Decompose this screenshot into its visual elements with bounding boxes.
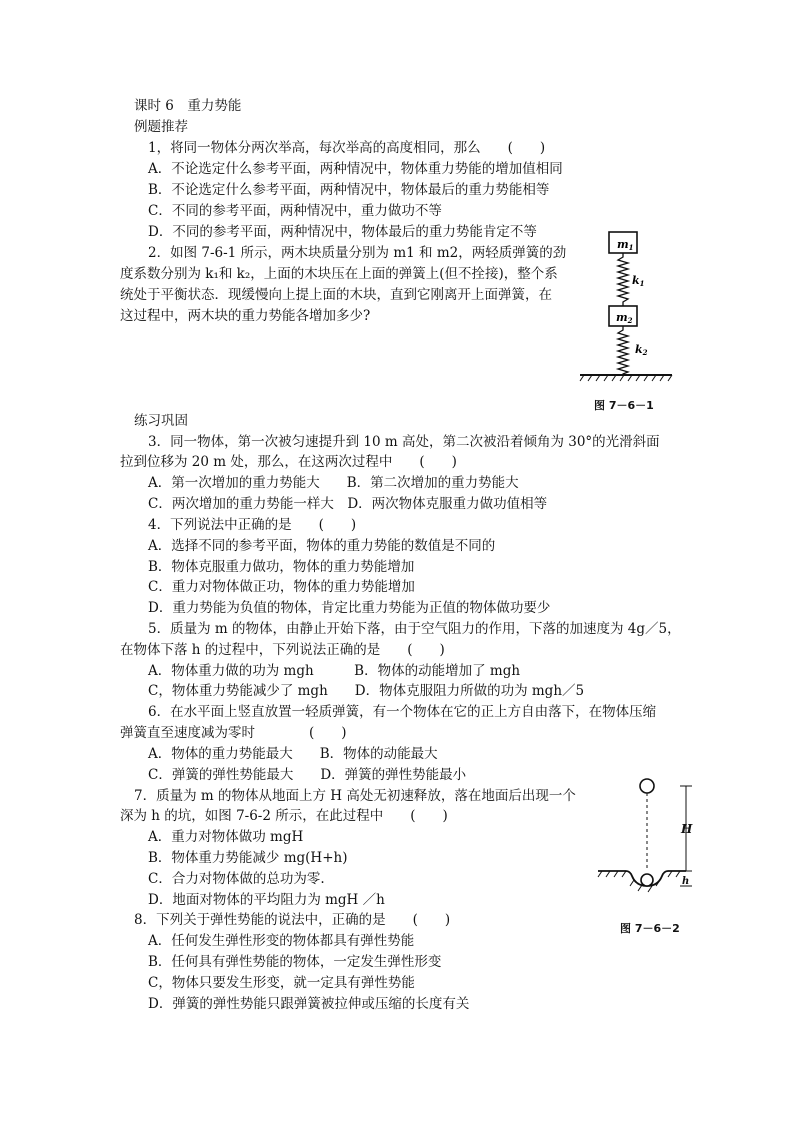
block-m1-label: m1: [617, 238, 634, 252]
q5-options-ab: A．物体重力做的功为 mgh B．物体的动能增加了 mgh: [148, 663, 521, 679]
q6-line-2: 弹簧直至速度减为零时 ( ): [120, 725, 347, 741]
q8-option-b: B．任何具有弹性势能的物体，一定发生弹性形变: [148, 954, 442, 970]
q1-option-c: C．不同的参考平面，两种情况中，重力做功不等: [148, 203, 442, 219]
spring-blocks-diagram: [578, 228, 678, 383]
q5-line-1: 5．质量为 m 的物体，由静止开始下落，由于空气阻力的作用，下落的加速度为 4g／5，: [148, 621, 681, 637]
dimension-H-label: H: [681, 822, 693, 836]
q4-stem: 4．下列说法中正确的是 ( ): [148, 517, 357, 533]
dimension-h-label: h: [682, 876, 690, 887]
q1-option-d: D．不同的参考平面，两种情况中，物体最后的重力势能肯定不等: [148, 224, 537, 240]
spring-k1-label: k1: [632, 274, 645, 288]
block-m2-label: m2: [616, 311, 633, 325]
q7-option-b: B．物体重力势能减少 mg(H+h): [148, 850, 348, 866]
q7-line-1: 7．质量为 m 的物体从地面上方 H 高处无初速释放，落在地面后出现一个: [134, 788, 576, 804]
q4-option-c: C．重力对物体做正功，物体的重力势能增加: [148, 579, 415, 595]
q8-stem: 8．下列关于弹性势能的说法中，正确的是 ( ): [134, 912, 451, 928]
q8-option-a: A．任何发生弹性形变的物体都具有弹性势能: [148, 933, 415, 949]
q2-line-4: 这过程中，两木块的重力势能各增加多少?: [120, 308, 371, 324]
q3-options-ab: A．第一次增加的重力势能大 B．第二次增加的重力势能大: [148, 475, 519, 491]
q1-option-b: B．不论选定什么参考平面，两种情况中，物体最后的重力势能相等: [148, 182, 550, 198]
q6-options-ab: A．物体的重力势能最大 B．物体的动能最大: [148, 746, 438, 762]
q7-option-d: D．地面对物体的平均阻力为 mgH ／h: [148, 892, 385, 908]
q1-stem: 1，将同一物体分两次举高，每次举高的高度相同，那么 ( ): [148, 140, 546, 156]
q7-option-a: A．重力对物体做功 mgH: [148, 829, 304, 845]
q1-option-a: A．不论选定什么参考平面，两种情况中，物体重力势能的增加值相同: [148, 161, 563, 177]
q2-line-1: 2．如图 7-6-1 所示，两木块质量分别为 m1 和 m2，两轻质弹簧的劲: [148, 245, 567, 261]
figure-7-6-1: [578, 228, 678, 383]
q6-options-cd: C．弹簧的弹性势能最大 D．弹簧的弹性势能最小: [148, 767, 467, 783]
q2-line-2: 度系数分别为 k₁和 k₂，上面的木块压在上面的弹簧上(但不拴接)，整个系: [120, 266, 558, 282]
q8-option-d: D．弹簧的弹性势能只跟弹簧被拉伸或压缩的长度有关: [148, 996, 470, 1012]
q3-options-cd: C．两次增加的重力势能一样大 D．两次物体克服重力做功值相等: [148, 496, 548, 512]
figure-7-6-2: [596, 776, 706, 896]
q2-line-3: 统处于平衡状态．现缓慢向上提上面的木块，直到它刚离开上面弹簧，在: [120, 287, 552, 303]
ball-start: [640, 779, 654, 793]
spring-k1: [618, 253, 628, 306]
q3-line-2: 拉到位移为 20 m 处，那么，在这两次过程中 ( ): [120, 454, 457, 470]
q4-option-a: A．选择不同的参考平面，物体的重力势能的数值是不同的: [148, 538, 496, 554]
q8-option-c: C，物体只要发生形变，就一定具有弹性势能: [148, 975, 415, 991]
spring-k2-label: k2: [635, 343, 648, 357]
q5-line-2: 在物体下落 h 的过程中，下列说法正确的是 ( ): [120, 642, 445, 658]
q7-option-c: C．合力对物体做的总功为零.: [148, 871, 325, 887]
section-examples-heading: 例题推荐: [134, 119, 188, 135]
q4-option-b: B．物体克服重力做功，物体的重力势能增加: [148, 559, 415, 575]
q7-line-2: 深为 h 的坑，如图 7-6-2 所示，在此过程中 ( ): [120, 808, 448, 824]
q4-option-d: D．重力势能为负值的物体，肯定比重力势能为正值的物体做功要少: [148, 600, 551, 616]
q6-line-1: 6．在水平面上竖直放置一轻质弹簧，有一个物体在它的正上方自由落下，在物体压缩: [148, 704, 657, 720]
ground-hatching: [598, 871, 680, 892]
spring-k2: [618, 326, 628, 375]
q5-options-cd: C，物体重力势能减少了 mgh D．物体克服阻力所做的功为 mgh／5: [148, 683, 585, 699]
ball-in-pit: [641, 874, 653, 886]
falling-ball-diagram: [596, 776, 706, 896]
section-practice-heading: 练习巩固: [134, 413, 188, 429]
q3-line-1: 3．同一物体，第一次被匀速提升到 10 m 高处，第二次被沿着倾角为 30°的光滑斜面: [148, 434, 660, 450]
figure-7-6-1-caption: 图 7－6－1: [594, 399, 654, 412]
figure-7-6-2-caption: 图 7－6－2: [620, 922, 680, 935]
lesson-title: 课时 6 重力势能: [134, 98, 242, 114]
